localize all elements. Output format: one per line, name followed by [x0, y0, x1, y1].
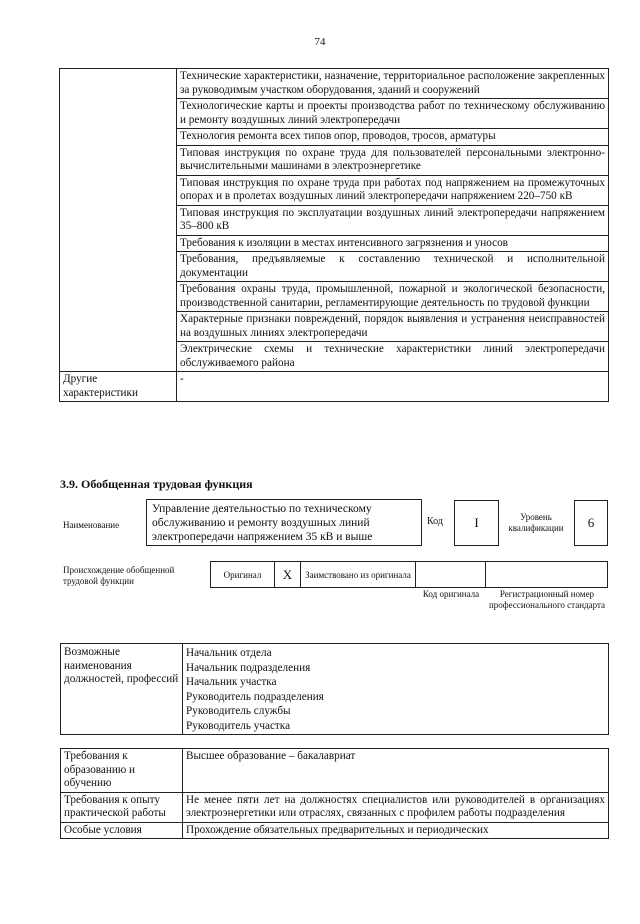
- borrowed-label: Заимствовано из оригинала: [301, 562, 416, 588]
- list-item: Руководитель подразделения: [186, 690, 324, 703]
- table-cell: Технические характеристики, назначение, территориальное расположение закрепленных за руководимым участком оборудования, зданий и сооружений: [177, 69, 609, 99]
- list-item: Руководитель службы: [186, 705, 291, 717]
- table-cell: Требования, предъявляемые к составлению технической и исполнительной документации: [177, 252, 609, 282]
- list-item: Руководитель участка: [186, 719, 291, 732]
- other-characteristics-label: Другие характеристики: [60, 372, 177, 402]
- table-cell: Характерные признаки повреждений, порядок выявления и устранения неисправностей на воздушных линиях электропередачи: [177, 312, 609, 342]
- education-label: Требования к образованию и обучению: [61, 749, 183, 793]
- other-characteristics-value: -: [177, 372, 609, 402]
- table-cell: Технология ремонта всех типов опор, проводов, тросов, арматуры: [177, 129, 609, 146]
- requirements-table: [60, 748, 609, 839]
- table-row: [211, 562, 608, 588]
- reg-number-cell: [486, 562, 608, 588]
- table-cell-empty: [60, 69, 177, 372]
- table-cell: Типовая инструкция по охране труда для пользователей персональными электронно-вычислительными машинами в электроэнергетике: [177, 145, 609, 175]
- original-label: Оригинал: [211, 562, 275, 588]
- level-label: Уровень квалификации: [508, 512, 564, 533]
- page-number: 74: [314, 36, 326, 48]
- origin-label: Происхождение обобщенной трудовой функции: [63, 565, 175, 586]
- level-value: 6: [574, 500, 608, 546]
- table-row: [61, 644, 609, 735]
- table-cell: Типовая инструкция по охране труда при работах под напряжением на промежуточных опорах и в пролетах воздушных линий электропередачи напряжением 220–750 кВ: [177, 175, 609, 205]
- code-label: Код: [427, 516, 443, 527]
- education-value: Высшее образование – бакалавриат: [183, 749, 609, 793]
- knowledge-table: [59, 68, 609, 402]
- reg-caption: Регистрационный номер профессионального стандарта: [488, 589, 606, 610]
- name-value: Управление деятельностью по техническому обслуживанию и ремонту воздушных линий электропередачи напряжением 35 кВ и выше: [146, 499, 422, 546]
- positions-list: [183, 644, 609, 735]
- table-cell: Требования к изоляции в местах интенсивного загрязнения и уносов: [177, 235, 609, 252]
- table-cell: Требования охраны труда, промышленной, пожарной и экологической безопасности, производственной санитарии, регламентирующие деятельность по трудовой функции: [177, 282, 609, 312]
- list-item: Начальник участка: [186, 676, 277, 688]
- table-row: [61, 749, 609, 793]
- origin-table: [210, 561, 608, 588]
- table-cell: Технологические карты и проекты производства работ по техническому обслуживанию и ремонту воздушных линий электропередачи: [177, 99, 609, 129]
- code-value: I: [454, 500, 499, 546]
- positions-table: [60, 643, 609, 735]
- table-row: [61, 822, 609, 839]
- original-mark: X: [275, 562, 301, 588]
- list-item: Начальник отдела: [186, 647, 272, 659]
- special-conditions-label: Особые условия: [61, 822, 183, 839]
- list-item: Начальник подразделения: [186, 661, 311, 674]
- positions-label: Возможные наименования должностей, профессий: [61, 644, 183, 735]
- name-label: Наименование: [63, 520, 120, 530]
- experience-label: Требования к опыту практической работы: [61, 792, 183, 822]
- table-row: [60, 69, 609, 99]
- table-row: [60, 372, 609, 402]
- table-cell: Типовая инструкция по эксплуатации воздушных линий электропередачи напряжением 35–800 кВ: [177, 205, 609, 235]
- table-cell: Электрические схемы и технические характеристики линий электропередачи обслуживаемого района: [177, 342, 609, 372]
- table-row: [61, 792, 609, 822]
- section-title: 3.9. Обобщенная трудовая функция: [60, 477, 253, 491]
- original-code-cell: [416, 562, 486, 588]
- code-caption: Код оригинала: [422, 589, 480, 599]
- special-conditions-value: Прохождение обязательных предварительных и периодических: [183, 822, 609, 839]
- experience-value: Не менее пяти лет на должностях специалистов или руководителей в организациях электроэнергетики или отраслях, связанных с профилем работы подразделения: [183, 792, 609, 822]
